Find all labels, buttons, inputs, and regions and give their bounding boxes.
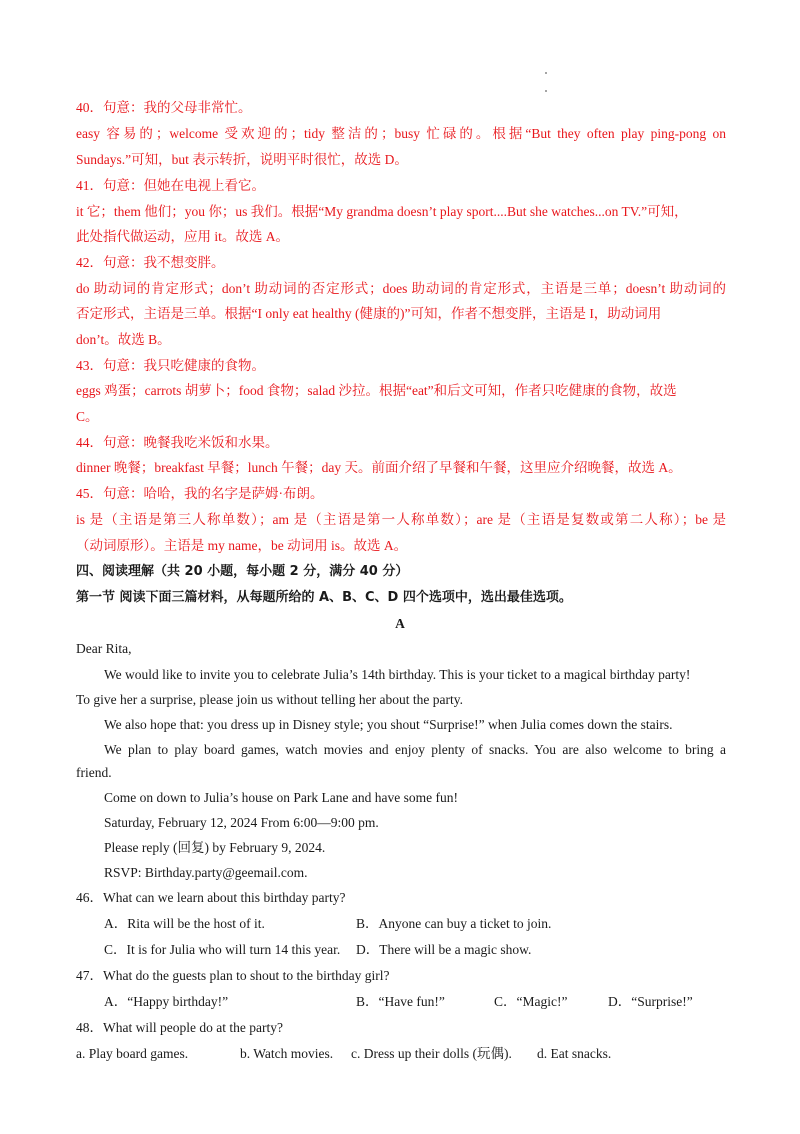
explanation-line: （动词原形）。主语是 my name，be 动词用 is。故选 A。 — [76, 538, 408, 553]
passage-paragraph: We plan to play board games, watch movies and enjoy plenty of snacks. You are also welcome to bring a — [104, 742, 726, 757]
explanation-line: 43．句意：我只吃健康的食物。 — [76, 358, 265, 373]
passage-paragraph: We would like to invite you to celebrate Julia’s 14th birthday. This is your ticket to a magical birthday party! — [104, 667, 691, 682]
passage-paragraph: We also hope that: you dress up in Disney style; you shout “Surprise!” when Julia comes down the stairs. — [104, 717, 673, 732]
question-stem: 46．What can we learn about this birthday party? — [76, 890, 346, 905]
explanation-line: 45．句意：哈哈，我的名字是萨姆·布朗。 — [76, 486, 324, 501]
explanation-line: do 助动词的肯定形式；don’t 助动词的否定形式；does 助动词的肯定形式，主语是三单；doesn’t 助动词的 — [76, 281, 726, 296]
explanation-line: 44．句意：晚餐我吃米饭和水果。 — [76, 435, 279, 450]
answer-option: C．“Magic!” — [494, 994, 568, 1009]
event-date: Saturday, February 12, 2024 From 6:00—9:00 pm. — [104, 815, 379, 830]
question-stem: 48．What will people do at the party? — [76, 1020, 283, 1035]
answer-option: a. Play board games. — [76, 1046, 189, 1061]
section-heading: 四、阅读理解（共 20 小题，每小题 2 分，满分 40 分） — [76, 564, 409, 579]
answer-option: A．“Happy birthday!” — [104, 994, 229, 1009]
explanation-line: it 它；them 他们；you 你；us 我们。根据“My grandma doesn’t play sport....But she watches...on TV.”可知， — [76, 204, 688, 219]
explanation-line: 40．句意：我的父母非常忙。 — [76, 100, 252, 115]
marker-dot — [545, 90, 547, 92]
explanation-line: 此处指代做运动，应用 it。故选 A。 — [76, 229, 290, 244]
answer-option: b. Watch movies. — [240, 1046, 334, 1061]
explanation-line: easy 容易的；welcome 受欢迎的；tidy 整洁的；busy 忙碌的。根据“But they often play ping-pong on — [76, 126, 726, 141]
explanation-line: 41．句意：但她在电视上看它。 — [76, 178, 265, 193]
answer-option: B．“Have fun!” — [356, 994, 445, 1009]
passage-paragraph: To give her a surprise, please join us without telling her about the party. — [76, 692, 463, 707]
explanation-line: eggs 鸡蛋；carrots 胡萝卜；food 食物；salad 沙拉。根据“eat”和后文可知，作者只吃健康的食物，故选 — [76, 383, 677, 398]
explanation-line: 否定形式，主语是三单。根据“I only eat healthy (健康的)”可知，作者不想变胖，主语是 I，助动词用 — [76, 306, 662, 321]
answer-option: c. Dress up their dolls (玩偶). — [351, 1046, 512, 1061]
subsection-heading: 第一节 阅读下面三篇材料，从每题所给的 A、B、C、D 四个选项中，选出最佳选项。 — [76, 590, 572, 605]
answer-option: d. Eat snacks. — [537, 1046, 612, 1061]
marker-dot — [545, 72, 547, 74]
rsvp-email: RSVP: Birthday.party@geemail.com. — [104, 865, 308, 880]
passage-label: A — [395, 616, 405, 631]
explanation-line: don’t。故选 B。 — [76, 332, 171, 347]
explanation-line: Sundays.”可知，but 表示转折，说明平时很忙，故选 D。 — [76, 152, 408, 167]
answer-option: C．It is for Julia who will turn 14 this year. — [104, 942, 341, 957]
passage-paragraph: friend. — [76, 765, 112, 780]
answer-option: B．Anyone can buy a ticket to join. — [356, 916, 552, 931]
explanation-line: C。 — [76, 409, 99, 424]
answer-option: A．Rita will be the host of it. — [104, 916, 265, 931]
page-marker-dots — [545, 66, 553, 96]
explanation-line: dinner 晚餐；breakfast 早餐；lunch 午餐；day 天。前面介绍了早餐和午餐，这里应介绍晚餐，故选 A。 — [76, 460, 682, 475]
passage-paragraph: Come on down to Julia’s house on Park Lane and have some fun! — [104, 790, 458, 805]
letter-salutation: Dear Rita, — [76, 641, 132, 656]
answer-option: D．“Surprise!” — [608, 994, 693, 1009]
explanation-line: 42．句意：我不想变胖。 — [76, 255, 225, 270]
question-stem: 47．What do the guests plan to shout to the birthday girl? — [76, 968, 390, 983]
answer-option: D．There will be a magic show. — [356, 942, 532, 957]
explanation-line: is 是（主语是第三人称单数）；am 是（主语是第一人称单数）；are 是（主语是复数或第二人称）；be 是 — [76, 512, 726, 527]
reply-deadline: Please reply (回复) by February 9, 2024. — [104, 840, 326, 855]
